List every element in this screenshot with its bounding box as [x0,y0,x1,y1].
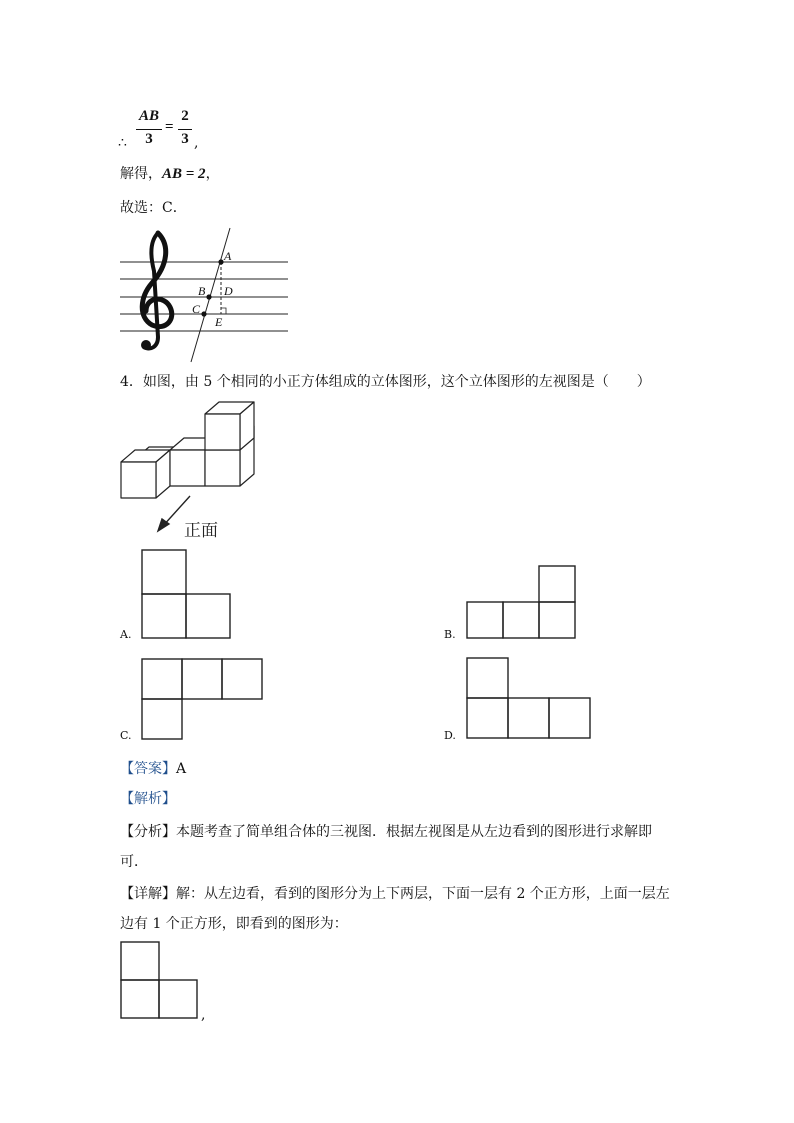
option-c-label[interactable]: C. [120,729,132,742]
label-a: A [224,249,232,263]
cube-figure [118,400,268,545]
fraction-rhs-numerator: 2 [181,108,189,124]
label-d: D [224,284,233,298]
solve-expr: AB = 2 [162,166,206,182]
final-left-view-figure [120,941,202,1021]
option-b-figure[interactable] [466,565,579,641]
label-b: B [198,284,206,298]
therefore-symbol: ∴ [118,135,127,151]
xiangjie-line-2: 边有 1 个正方形，即看到的图形为： [120,916,348,932]
fraction-bar-left [136,129,162,130]
label-e: E [215,315,223,329]
xiangjie-line [120,885,670,903]
xiangjie-text: 解：从左边看，看到的图形分为上下两层，下面一层有 2 个正方形，上面一层左 [176,886,670,902]
answer-value: A [176,761,187,777]
music-staff-figure [118,225,293,365]
choice-line: 故选：C． [120,200,187,216]
front-label: 正面 [184,521,218,541]
option-c-figure[interactable] [141,658,265,742]
answer-line [120,760,186,778]
point-b [206,294,211,299]
option-b-label[interactable]: B. [444,628,456,641]
point-c [201,311,206,316]
option-a-figure[interactable] [141,549,233,641]
fraction-rhs-denominator: 3 [181,131,189,147]
final-comma: , [201,1007,206,1023]
solve-suffix: ， [205,166,220,182]
point-a [218,259,223,264]
solve-line [120,165,220,183]
right-angle-mark [221,308,226,314]
fraction-comma: , [194,135,199,151]
xiangjie-tag: 【详解】 [120,886,176,902]
fenxi-line-2: 可． [120,854,148,870]
fraction-numerator: AB [138,108,159,124]
question-text: 4．如图，由 5 个相同的小正方体组成的立体图形，这个立体图形的左视图是（ ） [120,374,651,390]
fenxi-text: 本题考查了简单组合体的三视图．根据左视图是从左边看到的图形进行求解即 [176,824,652,840]
fraction-bar-right [178,129,192,130]
option-a-label[interactable]: A. [120,628,132,641]
option-d-figure[interactable] [466,657,592,741]
option-d-label[interactable]: D. [444,729,456,742]
fenxi-line [120,823,652,841]
fenxi-tag: 【分析】 [120,824,176,840]
answer-tag: 【答案】 [120,761,176,777]
solve-prefix: 解得， [120,166,162,182]
treble-clef-icon [141,233,172,350]
label-c: C [192,302,201,316]
equals-sign: = [165,119,174,135]
fraction-denominator: 3 [145,131,153,147]
analysis-tag: 【解析】 [120,791,176,807]
fraction-equation [118,108,238,154]
